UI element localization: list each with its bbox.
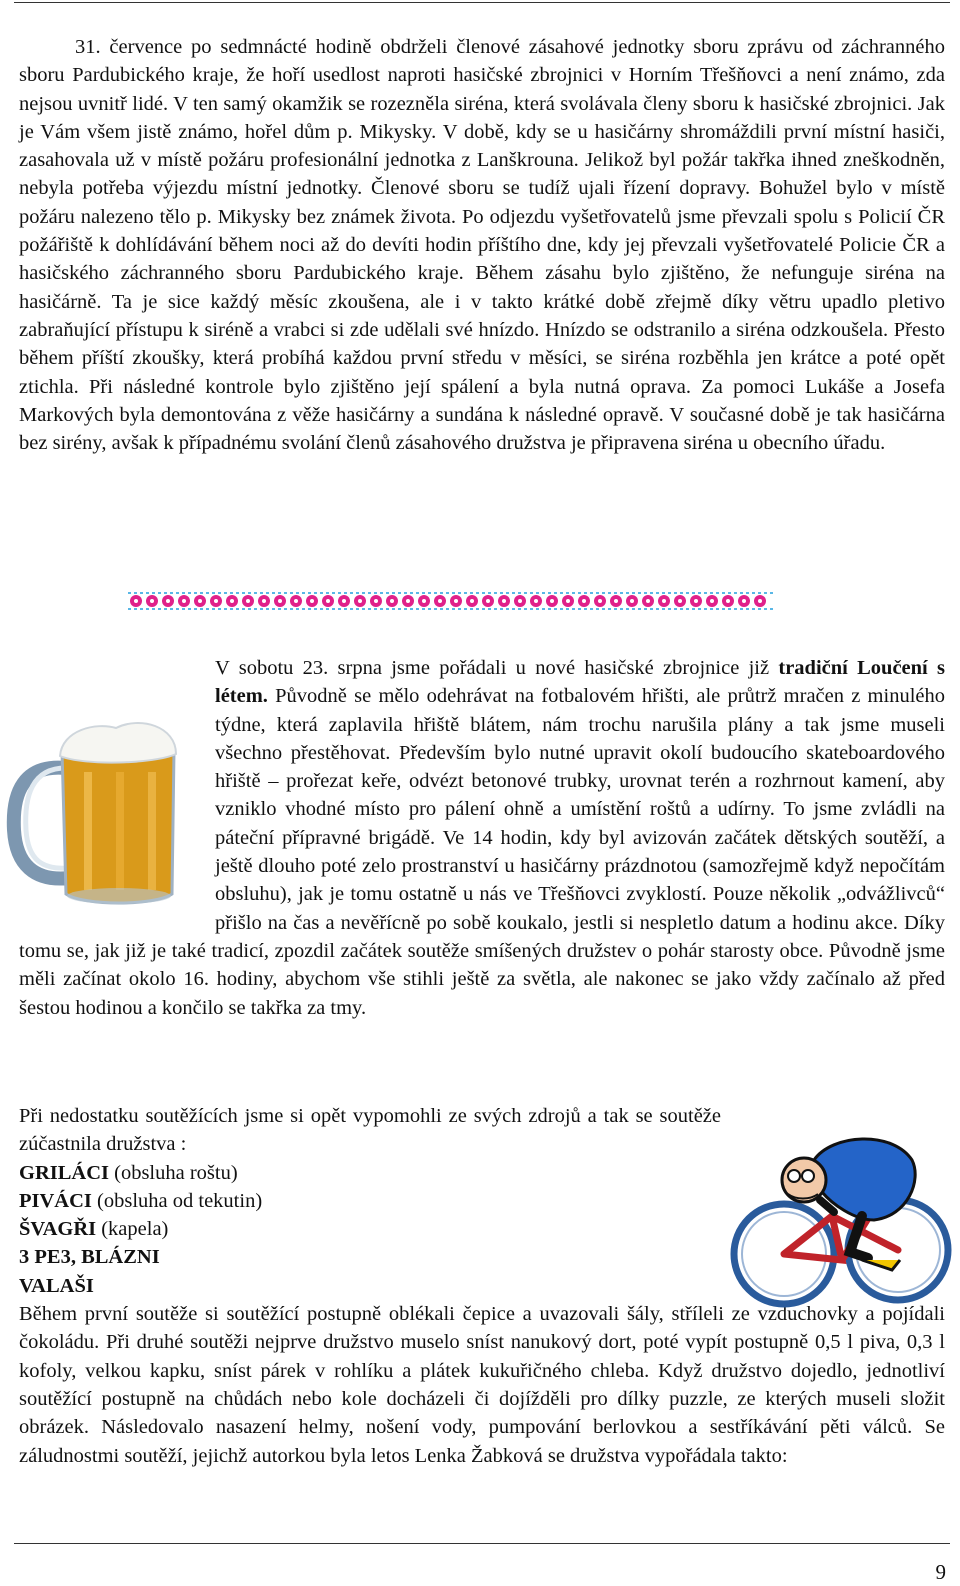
ornament-flower-center — [342, 599, 346, 603]
ornament-flower-center — [726, 599, 730, 603]
ornament-flower-center — [278, 599, 282, 603]
ornament-flower-center — [534, 599, 538, 603]
cartoon-cyclist-image — [722, 1120, 954, 1312]
ornament-flower-center — [566, 599, 570, 603]
ornament-flower-center — [182, 599, 186, 603]
ornament-flower-center — [710, 599, 714, 603]
ornament-flower-center — [614, 599, 618, 603]
ornament-flower-center — [758, 599, 762, 603]
team-note: (kapela) — [96, 1218, 169, 1241]
ornament-flower-center — [246, 599, 250, 603]
ornament-flower-center — [230, 599, 234, 603]
team-note: (obsluha od tekutin) — [91, 1189, 263, 1212]
ornament-flower-center — [582, 599, 586, 603]
ornament-flower-center — [150, 599, 154, 603]
ornament-flower-center — [406, 599, 410, 603]
flower-ornament-divider — [128, 590, 774, 612]
team-name: ŠVAGŘI — [19, 1218, 97, 1241]
ornament-flower-center — [550, 599, 554, 603]
ornament-flower-center — [294, 599, 298, 603]
team-name: GRILÁCI — [19, 1161, 109, 1184]
farewell-lead: V sobotu 23. srpna jsme pořádali u nové hasičské zbrojnice již — [215, 657, 779, 679]
ornament-flower-center — [214, 599, 218, 603]
ornament-flower-center — [742, 599, 746, 603]
beer-mug-image — [4, 712, 212, 912]
competition-description: Během první soutěže si soutěžící postupně oblékali čepice a uvazovali šály, stříleli ze vzduchovky a pojídali čokoládu. Při druhé soutěži nejprve družstvo muselo sníst nanukový dort, poté vypít postupně 0,5 l piva, 0,3 l kofoly, velkou kapku, sníst párek v rohlíku a plátek kukuřičného chleba. Když družstvo dojedlo, jednotliví soutěžící postupně na chůdách nebo kole docházeli či dojížděli pro dílky puzzle, ze kterých museli složit obrázek. Následovalo nasazení helmy, nošení vody, pumpování berlovkou a sestříkávání pěti válců. Se záludnostmi soutěží, jejichž autorkou byla letos Lenka Žabková se družstva vypořádala takto: — [19, 1303, 945, 1467]
ornament-flower-center — [678, 599, 682, 603]
ornament-flower-center — [662, 599, 666, 603]
ornament-flower-center — [262, 599, 266, 603]
fire-report-paragraph: 31. července po sedmnácté hodině obdrželi členové zásahové jednotky sboru zprávu od záchranného sboru Pardubického kraje, že hoří usedlost naproti hasičské zbrojnici v Horním Třešňovci a není známo, zda nejsou uvnitř lidé. V ten samý okamžik se rozezněla siréna, která svolávala členy sboru k hasičské zbrojnici. Jak je Vám všem jistě známo, hořel dům p. Mikysky. V době, kdy se u hasičárny shromáždili první místní hasiči, zasahovala už v místě požáru profesionální jednotka z Lanškrouna. Jelikož byl požár takřka ihned zneškodněn, nebyla potřeba výjezdu místní jednotky. Členové sboru se tudíž ujali řízení dopravy. Bohužel bylo v místě požáru nalezeno tělo p. Mikysky bez známek života. Po odjezdu vyšetřovatelů jsme převzali spolu s Policií ČR požářiště k dohlídávání během noci až do devíti hodin příštího dne, kdy jej převzali vyšetřovatelé Policie ČR a hasičského záchranného sboru Pardubického kraje. Během zásahu bylo zjištěno, že nefunguje siréna na hasičárně. Ta je sice každý měsíc zkoušena, ale i v takto krátké době zřejmě díky větru upadlo pletivo zabraňující přístupu k siréně a vrabci si zde udělali své hnízdo. Hnízdo se odstranilo a siréna odzkoušela. Přesto během příští zkoušky, která probíhá každou první středu v měsíci, se siréna rozběhla jen krátce a poté opět ztichla. Při následné kontrole bylo zjištěno její spálení a byla nutná oprava. Za pomoci Lukáše a Josefa Markových byla demontována z věže hasičárny a sundána k následné opravě. V současné době je tak hasičárna bez sirény, avšak k případnému svolání členů zásahového družstva je připravena siréna u obecního úřadu. — [19, 36, 945, 455]
ornament-flower-center — [646, 599, 650, 603]
ornament-flower-center — [422, 599, 426, 603]
team-name: 3 PE3, BLÁZNI — [19, 1246, 160, 1269]
ornament-flower-center — [134, 599, 138, 603]
ornament-flower-center — [454, 599, 458, 603]
bottom-rule — [14, 1543, 950, 1544]
ornament-flower-center — [358, 599, 362, 603]
ornament-flower-center — [310, 599, 314, 603]
ornament-flower-center — [326, 599, 330, 603]
ornament-flower-center — [486, 599, 490, 603]
ornament-flower-center — [694, 599, 698, 603]
ornament-flower-center — [390, 599, 394, 603]
ornament-flower-center — [518, 599, 522, 603]
ornament-flower-center — [438, 599, 442, 603]
team-note: (obsluha roštu) — [109, 1161, 238, 1184]
event-name: tradiční Loučení s létem. — [215, 657, 945, 708]
teams-intro: Při nedostatku soutěžících jsme si opět vypomohli ze svých zdrojů a tak se soutěže zúčastnila družstva : — [19, 1105, 721, 1156]
ornament-flower-center — [598, 599, 602, 603]
ornament-flower-center — [502, 599, 506, 603]
top-rule — [14, 2, 950, 3]
team-name: PIVÁCI — [19, 1189, 92, 1212]
ornament-flower-center — [198, 599, 202, 603]
farewell-body: Původně se mělo odehrávat na fotbalovém hřišti, ale průtrž mračen z minulého týdne, která zaplavila hřiště blátem, nám trochu narušila plány a tak jsme museli všechno přestěhovat. Především bylo nutné upravit okolí budoucího skateboardového hřiště – prořezat keře, odvézt betonové trubky, urovnat terén a rozhrnout kamení, aby vzniklo vhodné místo pro pálení ohně a umístění roštů a udírny. To jsme zvládli na páteční přípravné brigádě. Ve 14 hodin, kdy byl avizován začátek dětských soutěží, a ještě dlouho poté zelo prostranství u hasičárny prázdnotou (samozřejmě když nepočítám obsluhu), jak je tomu ostatně u nás ve Třešňovci zvyklostí. Pouze několik „odvážlivců“ přišlo na čas a nevěřícně po sobě koukalo, jestli si nespletlo datum a hodinu akce. Díky tomu se, jak již je také tradicí, zpozdil začátek soutěže smíšených družstev o pohár starosty obce. Původně jsme měli začínat okolo 16. hodiny, abychom vše stihli ještě za světla, ale nakonec se jako vždy začínalo až před šestou hodinou a končilo se takřka za tmy. — [19, 685, 945, 1019]
ornament-flower-center — [470, 599, 474, 603]
ornament-flower-center — [374, 599, 378, 603]
ornament-flower-center — [630, 599, 634, 603]
page-number: 9 — [935, 1560, 946, 1584]
ornament-flower-center — [166, 599, 170, 603]
team-name: VALAŠI — [19, 1274, 94, 1297]
